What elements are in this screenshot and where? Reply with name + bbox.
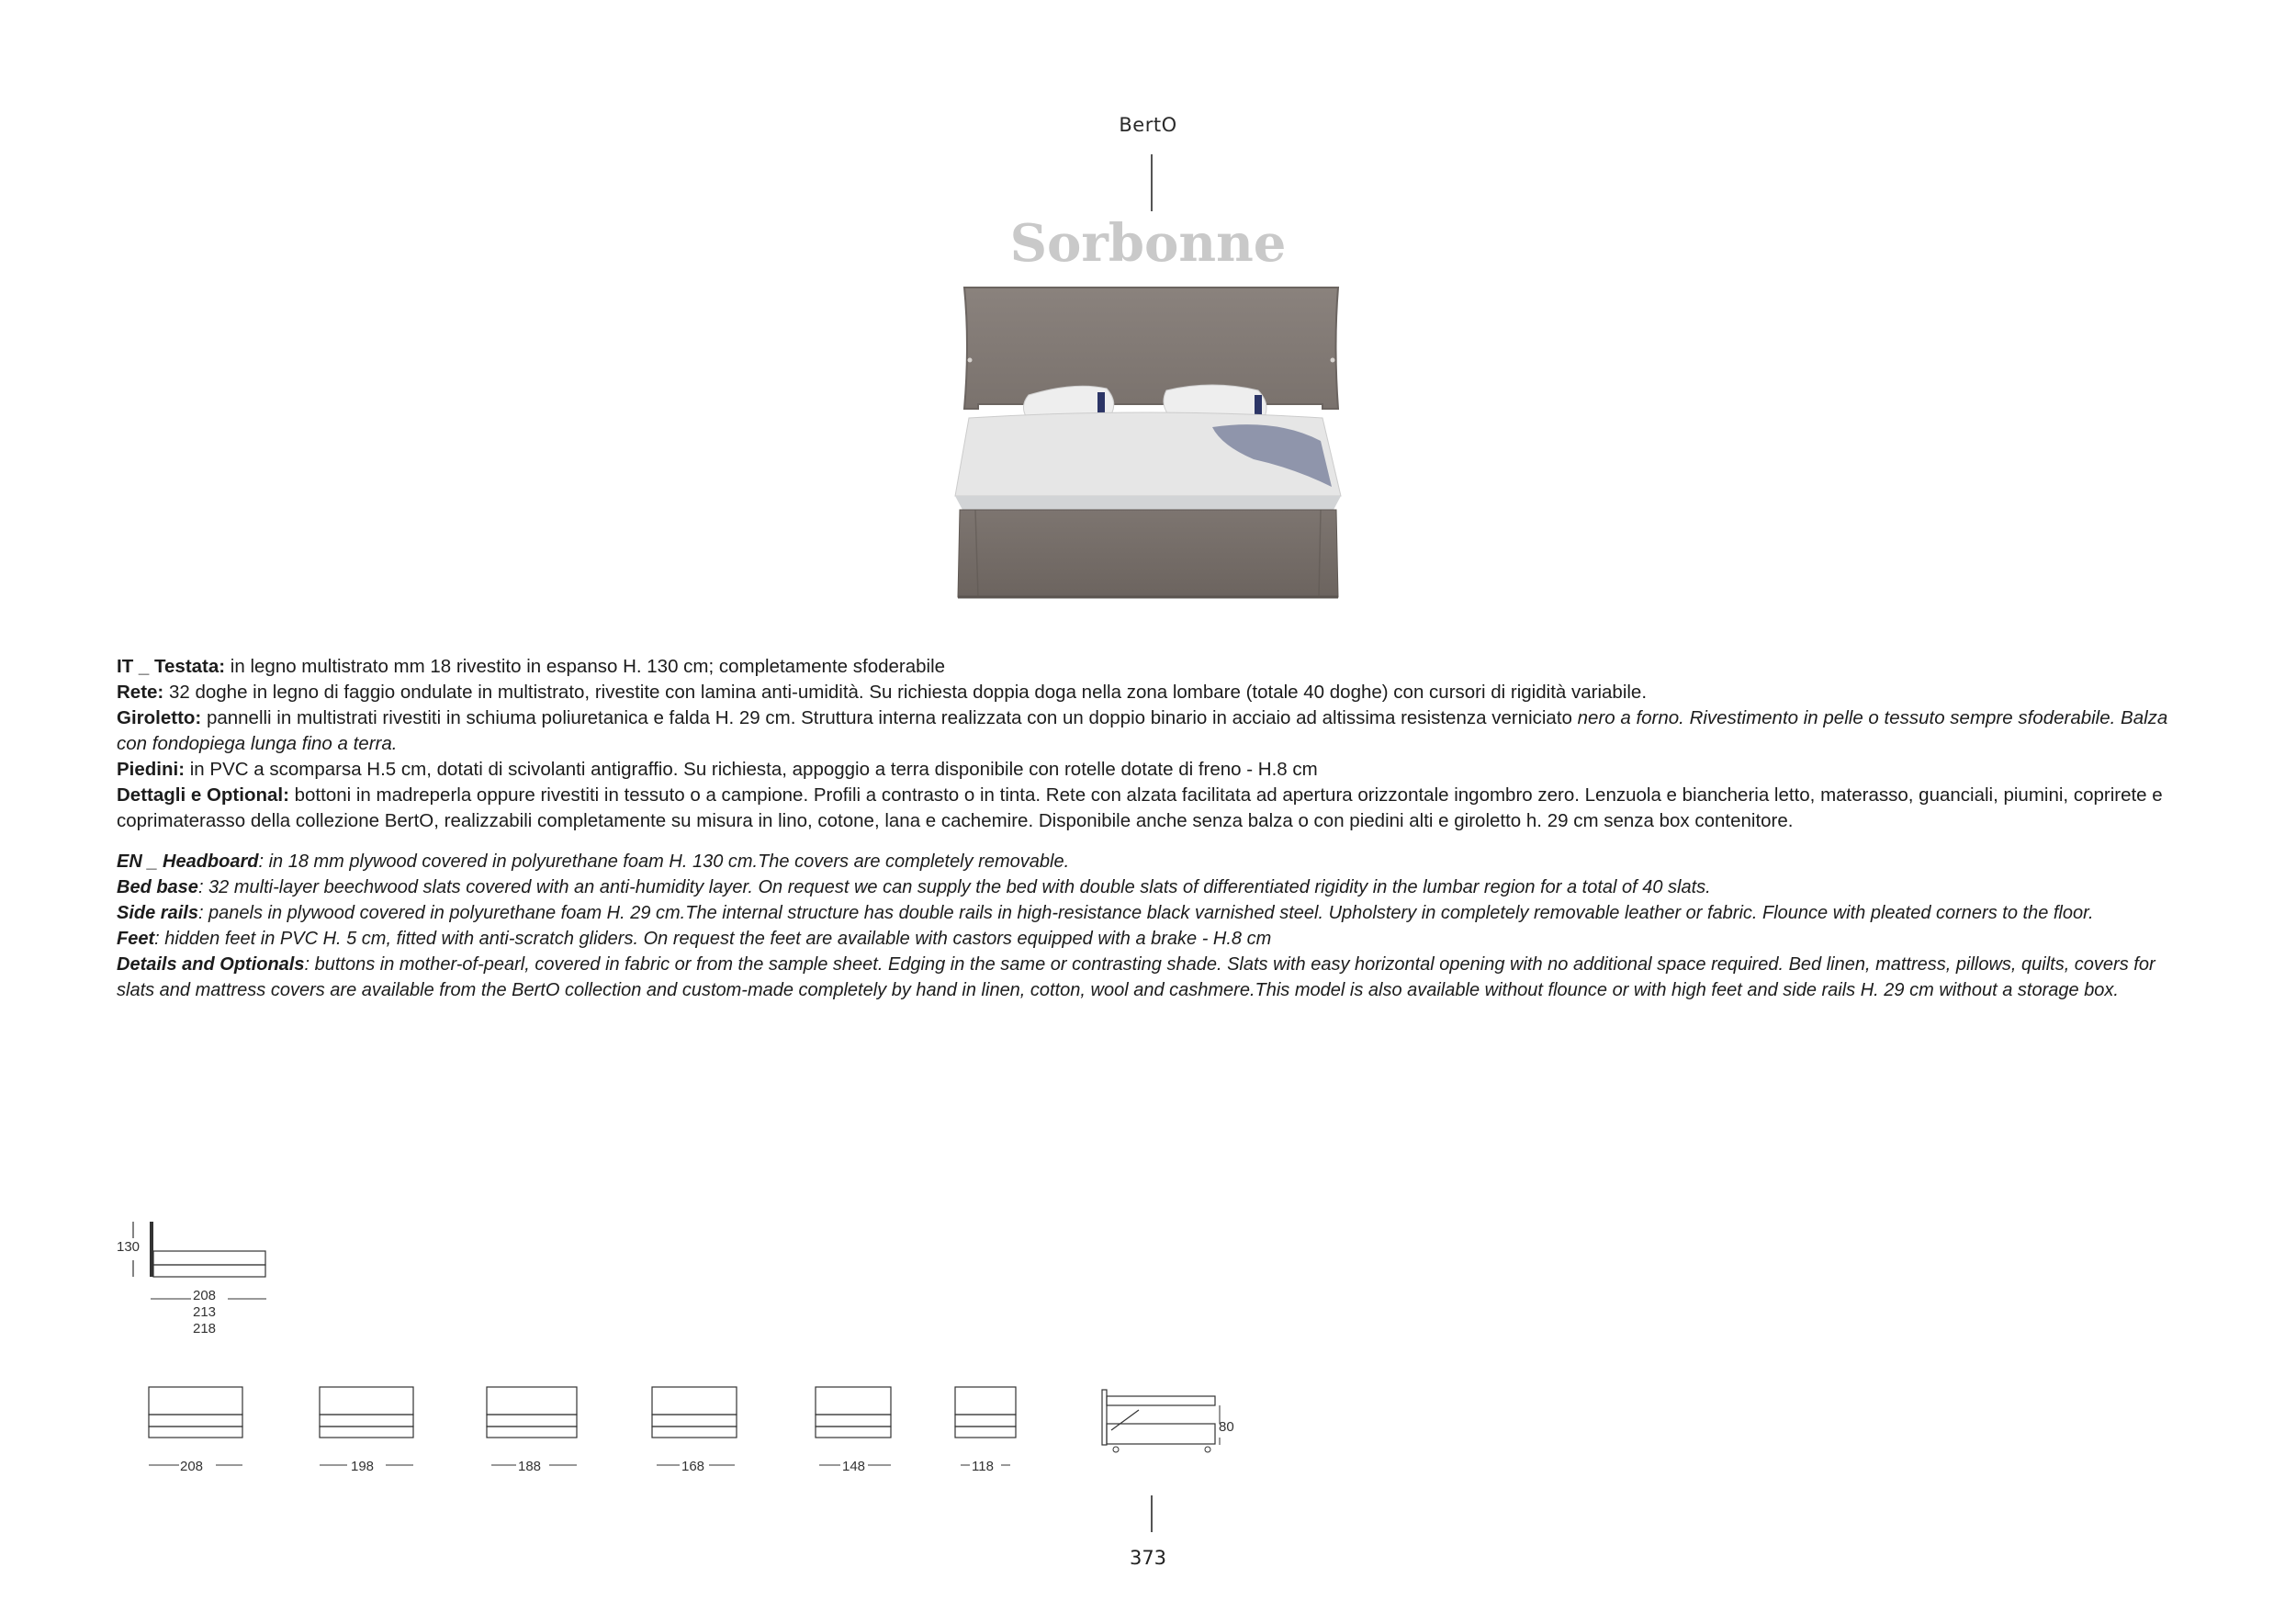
length-label-2: 213 <box>193 1304 217 1320</box>
it-testata-text: in legno multistrato mm 18 rivestito in espanso H. 130 cm; completamente sfoderabile <box>225 656 946 677</box>
en-bedbase-label: Bed base <box>117 877 198 897</box>
en-feet-text: : hidden feet in PVC H. 5 cm, fitted with anti-scratch gliders. On request the feet are available with castors equipped with a brake - H.8 cm <box>154 929 1272 949</box>
front-width-168: 168 <box>681 1459 705 1474</box>
front-view-118 <box>955 1387 1016 1465</box>
it-testata-label: IT _ Testata: <box>117 656 226 677</box>
front-view-168 <box>652 1387 737 1465</box>
en-headboard <box>117 849 2190 874</box>
it-piedini-label: Piedini: <box>117 759 186 780</box>
en-details <box>117 952 2190 1003</box>
divider-line-bottom <box>1151 1495 1153 1532</box>
it-dettagli <box>117 783 2190 834</box>
it-rete-text: 32 doghe in legno di faggio ondulate in multistrato, rivestite con lamina anti-umidità. Su richiesta doppia doga nella zona lombare (totale 40 doghe) con cursori di rigidità variabile. <box>163 682 1648 703</box>
page-number: 373 <box>1129 1547 1167 1569</box>
front-width-148: 148 <box>842 1459 866 1474</box>
en-headboard-text: : in 18 mm plywood covered in polyurethane foam H. 130 cm.The covers are completely removable. <box>258 851 1070 872</box>
it-piedini <box>117 757 2190 783</box>
front-width-208: 208 <box>180 1459 204 1474</box>
english-description <box>117 849 2190 1003</box>
brand-name: BertO <box>1119 114 1177 136</box>
front-width-118: 118 <box>972 1459 994 1474</box>
en-siderails-label: Side rails <box>117 903 198 923</box>
en-headboard-label: EN _ Headboard <box>117 851 259 872</box>
front-view-208 <box>149 1387 242 1465</box>
height-label: 130 <box>117 1239 141 1255</box>
front-view-148 <box>816 1387 891 1465</box>
en-details-text: : buttons in mother-of-pearl, covered in fabric or from the sample sheet. Edging in the same or contrasting shade. Slats with easy horizontal opening with no additional space required. Bed linen, mattress, pillows, quilts, covers for slats and mattress covers are available from the BertO collection and custom-made completely by hand in linen, cotton, wool and cashmere.This model is also available without flounce or with high feet and side rails H. 29 cm without a storage box. <box>117 954 2155 1000</box>
it-giroletto-italic: nero a forno. Rivestimento in pelle o tessuto sempre sfoderabile. Balza con fondopiega lunga fino a terra. <box>117 707 2168 754</box>
italian-description <box>117 654 2190 834</box>
lift-height-label: 80 <box>1219 1419 1234 1435</box>
it-rete-label: Rete: <box>117 682 164 703</box>
en-feet <box>117 926 2190 952</box>
it-dettagli-text: bottoni in madreperla oppure rivestiti in tessuto o a campione. Profili a contrasto o in tinta. Rete con alzata facilitata ad apertura orizzontale ingombro zero. Lenzuola e biancheria letto, materasso, guanciali, piumini, coprirete e coprimaterasso della collezione BertO, realizzabili completamente su misura in lino, cotone, lana e cachemire. Disponibile anche senza balza o con piedini alti e giroletto h. 29 cm senza box contenitore. <box>117 784 2163 831</box>
length-label-3: 218 <box>193 1321 217 1336</box>
product-title: Sorbonne <box>1009 213 1287 274</box>
front-width-188: 188 <box>518 1459 542 1474</box>
en-siderails <box>117 900 2190 926</box>
front-views-diagram <box>138 1382 1258 1470</box>
divider-line-top <box>1151 154 1153 211</box>
front-view-198 <box>320 1387 413 1465</box>
en-details-label: Details and Optionals <box>117 954 305 975</box>
lift-side-view <box>1102 1390 1220 1452</box>
front-width-198: 198 <box>351 1459 375 1474</box>
it-piedini-text: in PVC a scomparsa H.5 cm, dotati di scivolanti antigraffio. Su richiesta, appoggio a terra disponibile con rotelle dotate di freno - H.8 cm <box>185 759 1318 780</box>
bed-product-image <box>891 280 1405 602</box>
front-view-188 <box>487 1387 577 1465</box>
en-bedbase <box>117 874 2190 900</box>
en-siderails-text: : panels in plywood covered in polyurethane foam H. 29 cm.The internal structure has double rails in high-resistance black varnished steel. Upholstery in completely removable leather or fabric. Flounce with pleated corners to the floor. <box>197 903 2094 923</box>
it-giroletto <box>117 705 2190 757</box>
it-testata <box>117 654 2190 680</box>
it-giroletto-label: Giroletto: <box>117 707 202 728</box>
length-label-1: 208 <box>193 1288 217 1303</box>
it-giroletto-text: pannelli in multistrati rivestiti in schiuma poliuretanica e falda H. 29 cm. Struttura interna realizzata con un doppio binario in acciaio ad altissima resistenza verniciato <box>201 707 1572 728</box>
it-dettagli-label: Dettagli e Optional: <box>117 784 289 806</box>
it-rete <box>117 680 2190 705</box>
en-bedbase-text: : 32 multi-layer beechwood slats covered with an anti-humidity layer. On request we can supply the bed with double slats of differentiated rigidity in the lumbar region for a total of 40 slats. <box>197 877 1711 897</box>
en-feet-label: Feet <box>117 929 155 949</box>
